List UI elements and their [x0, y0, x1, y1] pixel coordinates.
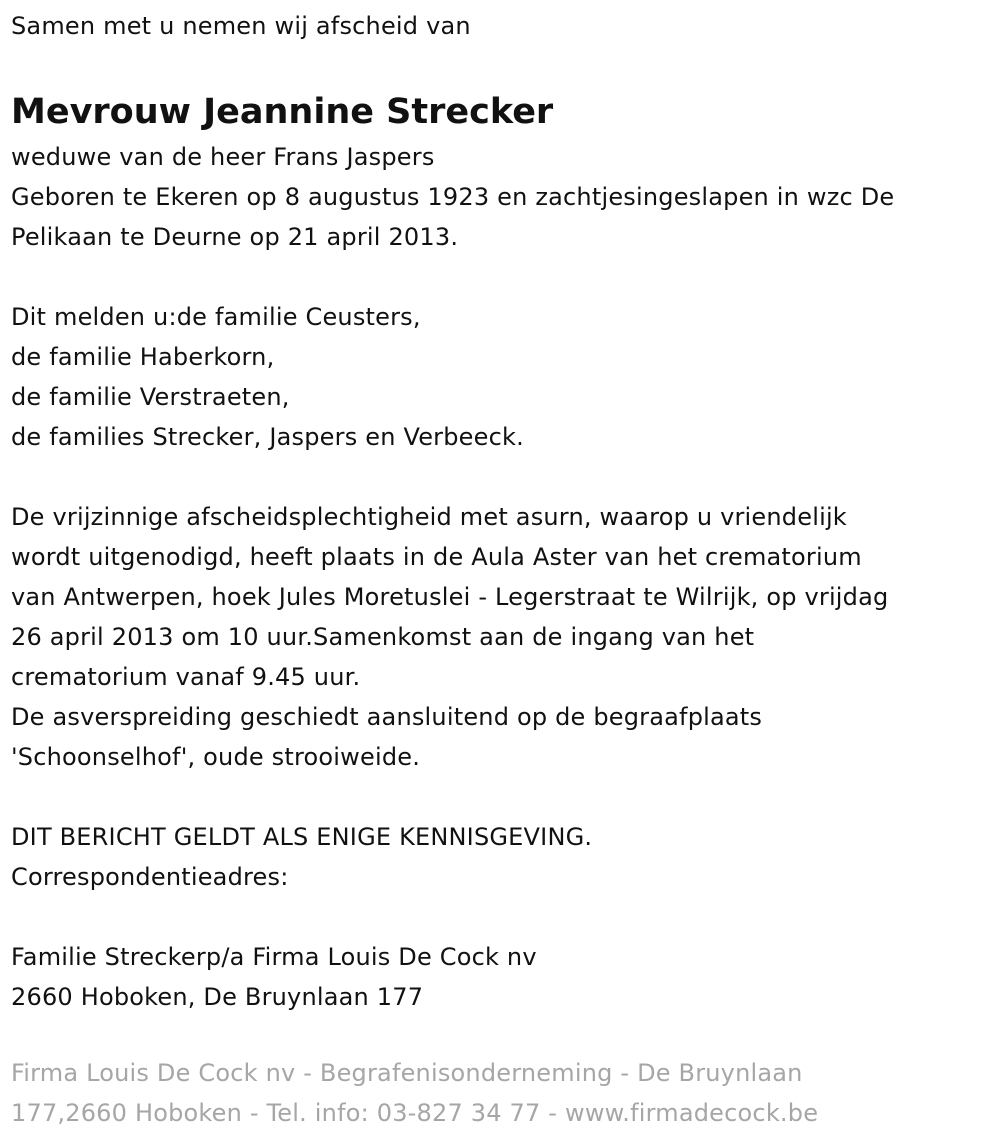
correspondence-label: Correspondentieadres:	[11, 863, 289, 891]
family-line: de familie Haberkorn,	[11, 343, 275, 371]
spacer	[11, 457, 986, 497]
deceased-name: Mevrouw Jeannine Strecker	[11, 92, 554, 132]
birth-death-line: Geboren te Ekeren op 8 augustus 1923 en zachtjesingeslapen in wzc De	[11, 183, 895, 211]
address-line: 2660 Hoboken, De Bruynlaan 177	[11, 983, 424, 1011]
notice-line: DIT BERICHT GELDT ALS ENIGE KENNISGEVING.	[11, 823, 593, 851]
address-line: Familie Streckerp/a Firma Louis De Cock nv	[11, 943, 537, 971]
birth-death-section	[11, 177, 986, 257]
obituary-notice	[11, 0, 986, 1017]
spacer	[11, 897, 986, 937]
footer-line: Firma Louis De Cock nv - Begrafenisonderneming - De Bruynlaan	[11, 1059, 803, 1087]
address-section	[11, 937, 986, 1017]
family-section	[11, 297, 986, 457]
ceremony-line: 26 april 2013 om 10 uur.Samenkomst aan de ingang van het	[11, 623, 755, 651]
ceremony-line: 'Schoonselhof', oude strooiweide.	[11, 743, 421, 771]
spacer	[11, 257, 986, 297]
spacer	[11, 777, 986, 817]
notice-section	[11, 817, 986, 897]
ceremony-line: De asverspreiding geschiedt aansluitend op de begraafplaats	[11, 703, 763, 731]
ceremony-line: wordt uitgenodigd, heeft plaats in de Aula Aster van het crematorium	[11, 543, 862, 571]
spouse-line: weduwe van de heer Frans Jaspers	[11, 143, 435, 171]
birth-death-line: Pelikaan te Deurne op 21 april 2013.	[11, 223, 459, 251]
ceremony-section	[11, 497, 986, 777]
ceremony-line: De vrijzinnige afscheidsplechtigheid met asurn, waarop u vriendelijk	[11, 503, 847, 531]
intro-text: Samen met u nemen wij afscheid van	[11, 12, 471, 40]
family-line: Dit melden u:de familie Ceusters,	[11, 303, 421, 331]
ceremony-line: crematorium vanaf 9.45 uur.	[11, 663, 361, 691]
family-line: de families Strecker, Jaspers en Verbeeck.	[11, 423, 524, 451]
family-line: de familie Verstraeten,	[11, 383, 290, 411]
funeral-home-footer	[11, 1053, 986, 1133]
footer-line: 177,2660 Hoboken - Tel. info: 03-827 34 77 - www.firmadecock.be	[11, 1099, 819, 1127]
ceremony-line: van Antwerpen, hoek Jules Moretuslei - Legerstraat te Wilrijk, op vrijdag	[11, 583, 889, 611]
